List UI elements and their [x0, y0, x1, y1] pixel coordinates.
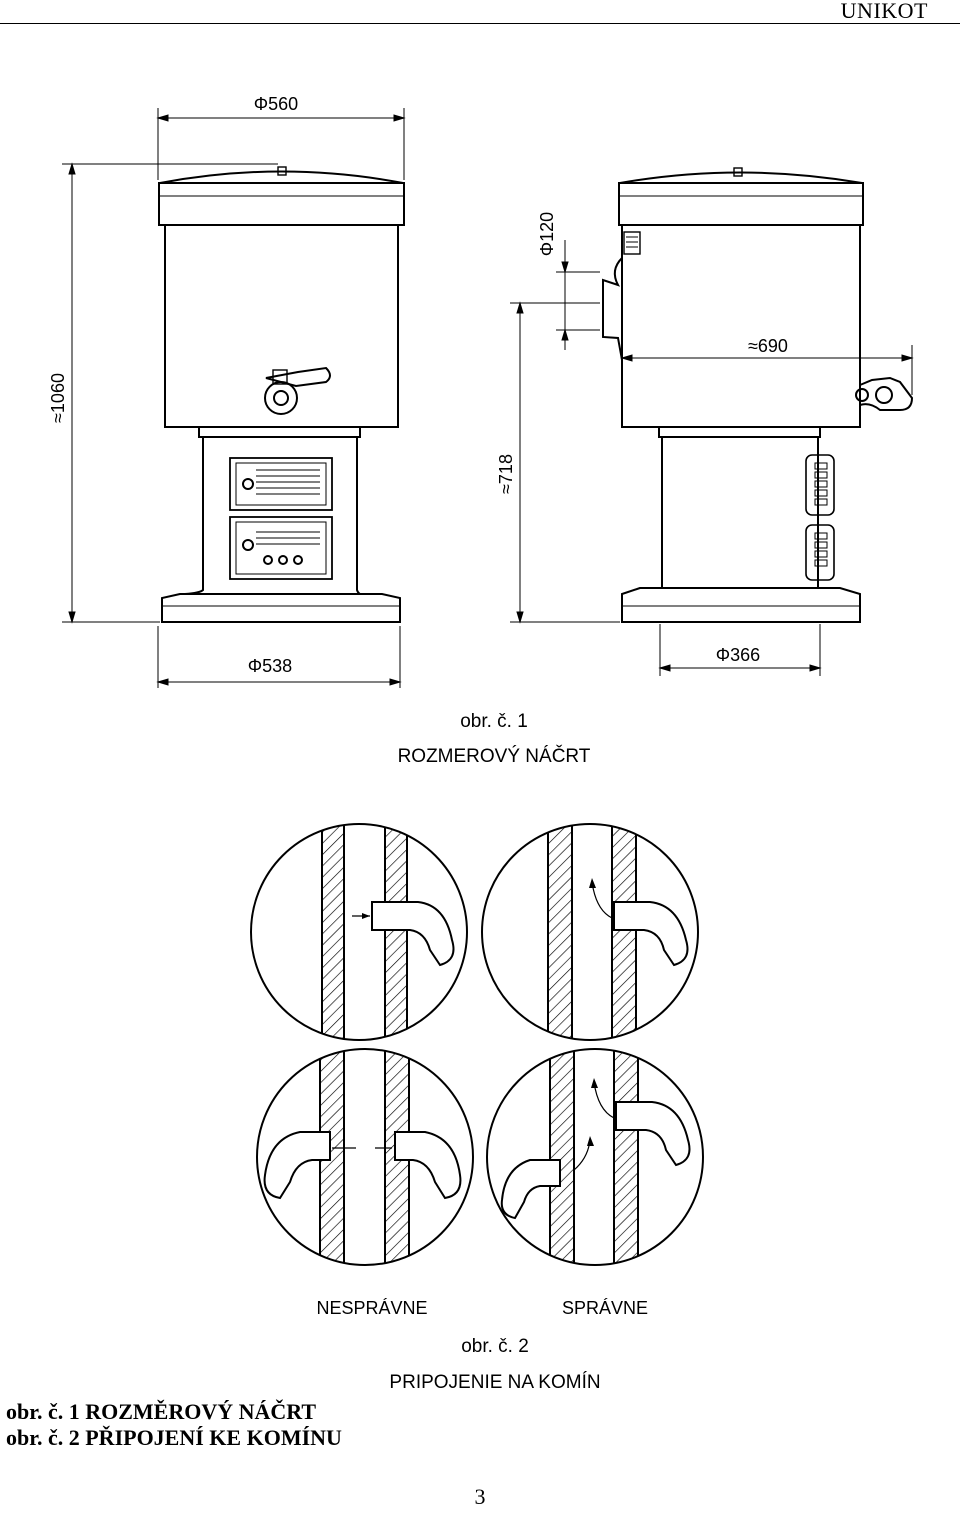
page-number: 3 [474, 1484, 486, 1509]
dim-base-diameter: Φ538 [247, 656, 293, 676]
dim-top-diameter: Φ560 [253, 94, 299, 114]
caption-figure-1: obr. č. 1 ROZMĚROVÝ NÁČRT [6, 1399, 317, 1424]
fig2-caption-line2: PRIPOJENIE NA KOMÍN [389, 1372, 601, 1393]
dim-depth: ≈690 [748, 336, 788, 356]
connection-detail-4 [487, 1040, 703, 1280]
fig2-caption-line1: obr. č. 2 [461, 1336, 529, 1357]
brand-name: UNIKOT [840, 0, 928, 23]
dim-flue-diameter: Φ120 [537, 211, 557, 257]
fig1-caption-line1: obr. č. 1 [460, 711, 528, 732]
stove-side-view [603, 168, 912, 622]
caption-figure-2: obr. č. 2 PŘIPOJENÍ KE KOMÍNU [6, 1425, 342, 1450]
dim-flue-height: ≈718 [496, 454, 516, 494]
connection-detail-2 [482, 815, 698, 1055]
side-dimension-lines [510, 240, 912, 676]
stove-front-view [159, 167, 404, 622]
connection-detail-3 [257, 1040, 473, 1280]
fig1-caption-line2: ROZMEROVÝ NÁČRT [397, 746, 591, 767]
dim-stand-diameter: Φ366 [715, 645, 761, 665]
connection-detail-1 [251, 815, 467, 1055]
label-incorrect: NESPRÁVNE [316, 1298, 428, 1318]
dim-total-height: ≈1060 [48, 373, 68, 423]
label-correct: SPRÁVNE [561, 1298, 649, 1318]
front-dimension-lines [62, 108, 404, 688]
